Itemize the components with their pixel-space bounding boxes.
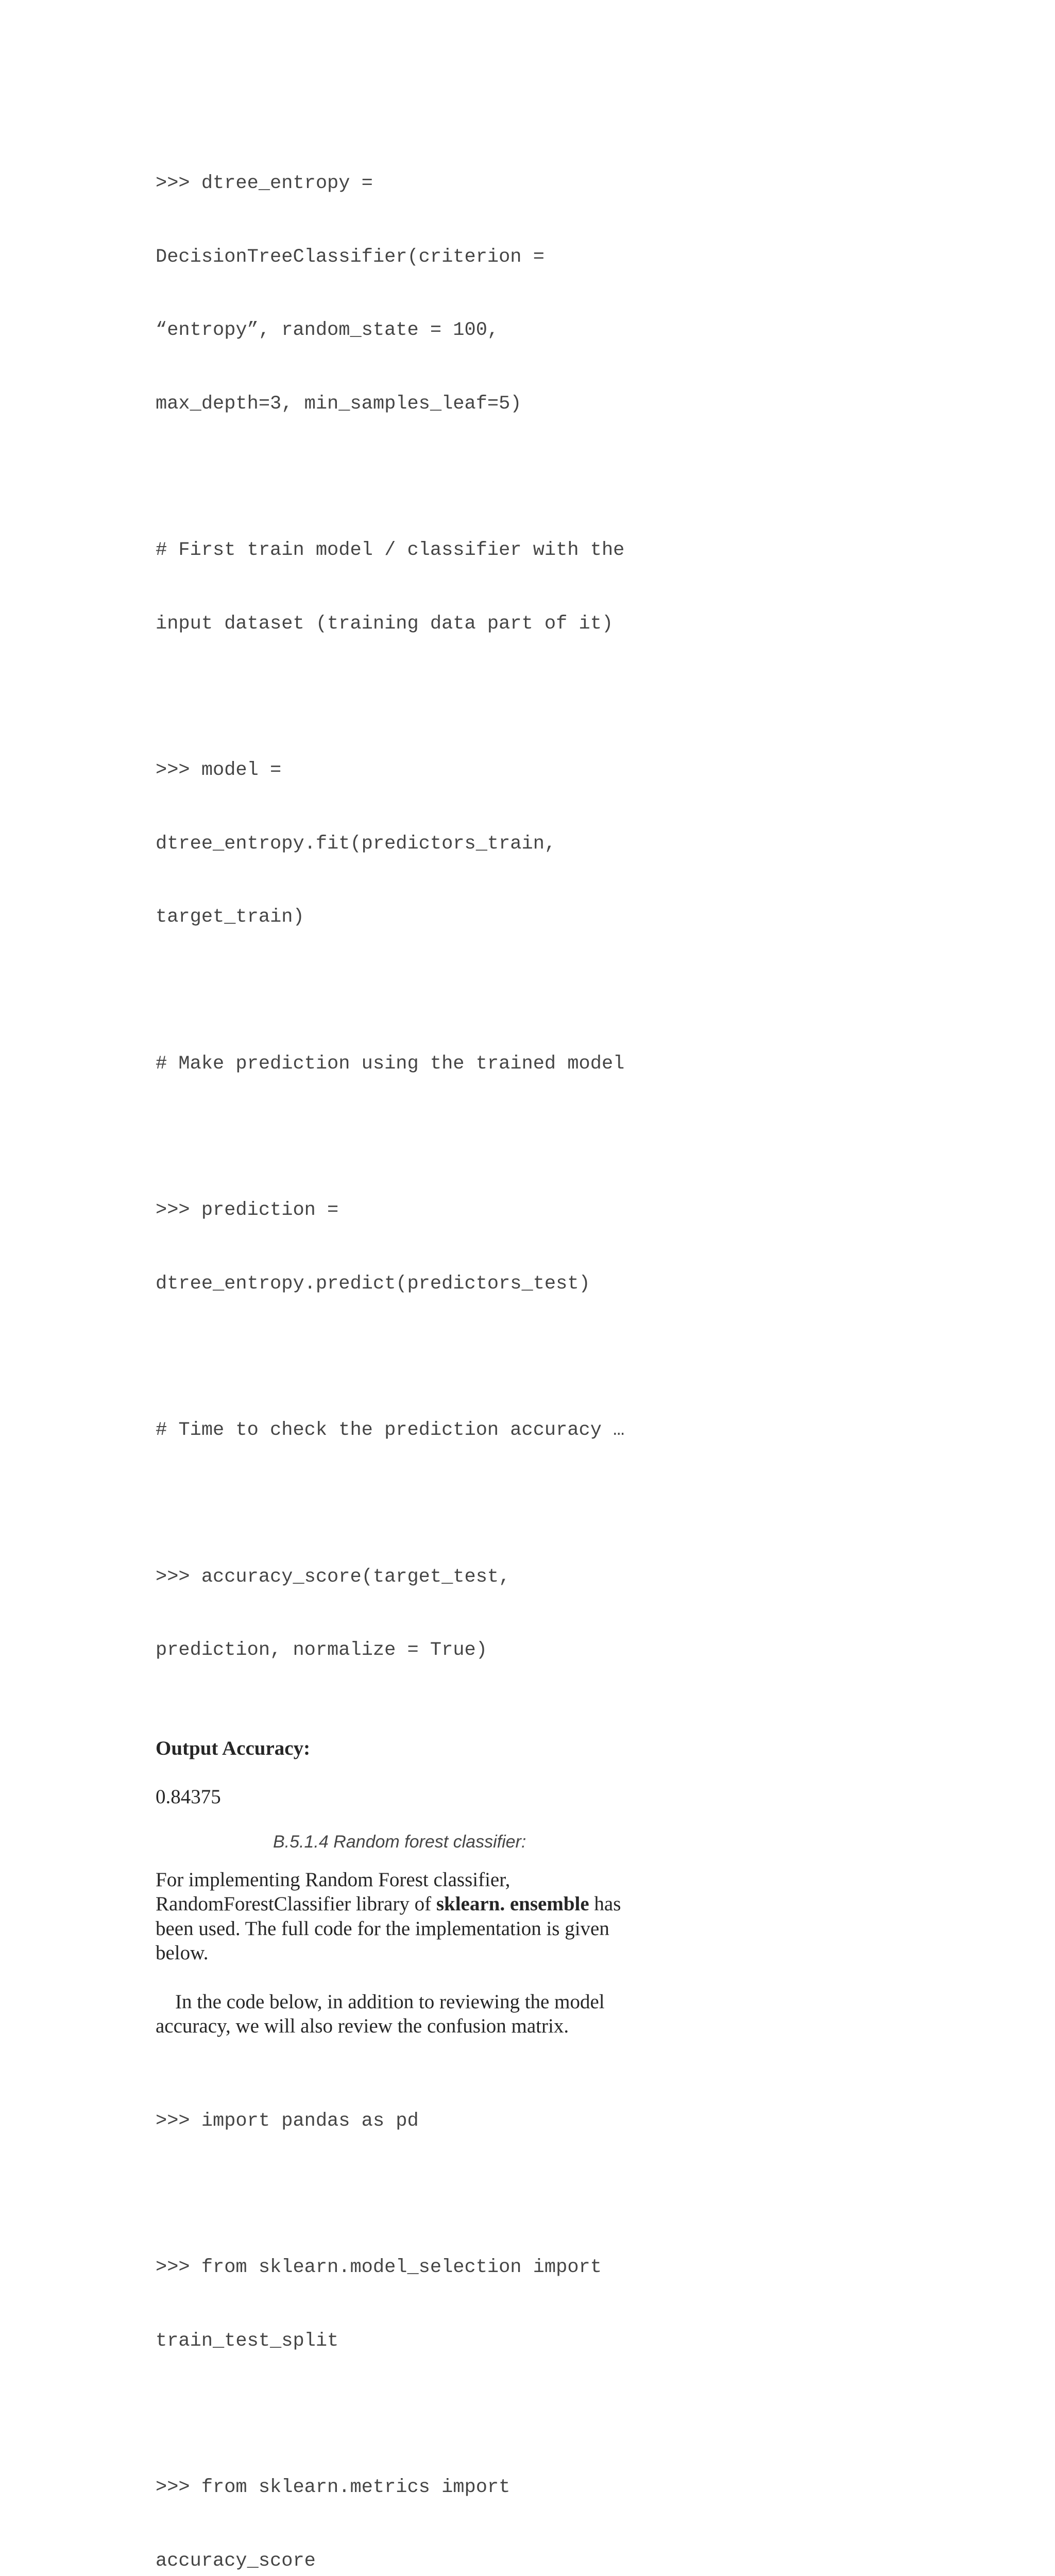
- code-comment-train: [156, 489, 645, 685]
- code-import-pandas: [156, 2060, 645, 2183]
- code-line: max_depth=3, min_samples_leaf=5): [156, 392, 645, 417]
- code-import-accuracy-score: [156, 2427, 645, 2576]
- document-page: [156, 123, 645, 2576]
- code-statement-accuracy-score: [156, 1516, 645, 1712]
- paragraph-text: For implementing Random Forest classifier, RandomForestClassifier library of: [156, 1869, 510, 1916]
- code-line: # Make prediction using the trained model: [156, 1052, 645, 1077]
- paragraph-confusion-matrix: In the code below, in addition to reviewing the model accuracy, we will also review the confusion matrix.: [156, 1990, 645, 2039]
- code-line: “entropy”, random_state = 100,: [156, 318, 645, 343]
- code-block-decision-tree: [156, 123, 645, 1712]
- code-line: >>> import pandas as pd: [156, 2109, 645, 2134]
- code-statement-dtree-entropy: [156, 123, 645, 465]
- code-line: >>> from sklearn.model_selection import: [156, 2256, 645, 2280]
- code-line: >>> from sklearn.metrics import: [156, 2476, 645, 2500]
- code-line: accuracy_score: [156, 2549, 645, 2574]
- code-comment-predict: [156, 1003, 645, 1126]
- code-line: DecisionTreeClassifier(criterion =: [156, 245, 645, 270]
- code-line: prediction, normalize = True): [156, 1638, 645, 1663]
- code-import-train-test-split: [156, 2207, 645, 2402]
- code-comment-accuracy: [156, 1369, 645, 1492]
- code-statement-prediction: [156, 1149, 645, 1345]
- output-accuracy-value: 0.84375: [156, 1784, 645, 1810]
- code-line: >>> dtree_entropy =: [156, 172, 645, 196]
- output-accuracy-heading: Output Accuracy:: [156, 1736, 645, 1761]
- code-block-random-forest: [156, 2060, 645, 2576]
- code-line: dtree_entropy.predict(predictors_test): [156, 1272, 645, 1297]
- code-line: # First train model / classifier with the: [156, 538, 645, 563]
- section-title: B.5.1.4 Random forest classifier:: [273, 1829, 645, 1854]
- code-line: input dataset (training data part of it): [156, 612, 645, 637]
- code-line: train_test_split: [156, 2329, 645, 2354]
- paragraph-bold-library: sklearn. ensemble: [436, 1893, 589, 1915]
- code-line: dtree_entropy.fit(predictors_train,: [156, 832, 645, 857]
- code-statement-model-fit: [156, 709, 645, 979]
- code-line: # Time to check the prediction accuracy …: [156, 1418, 645, 1443]
- code-line: >>> model =: [156, 758, 645, 783]
- code-line: >>> accuracy_score(target_test,: [156, 1565, 645, 1590]
- code-line: >>> prediction =: [156, 1198, 645, 1223]
- code-line: target_train): [156, 905, 645, 930]
- paragraph-text: has been used. The full code for the implementation is given below.: [156, 1893, 621, 1964]
- paragraph-random-forest-intro: [156, 1868, 645, 1965]
